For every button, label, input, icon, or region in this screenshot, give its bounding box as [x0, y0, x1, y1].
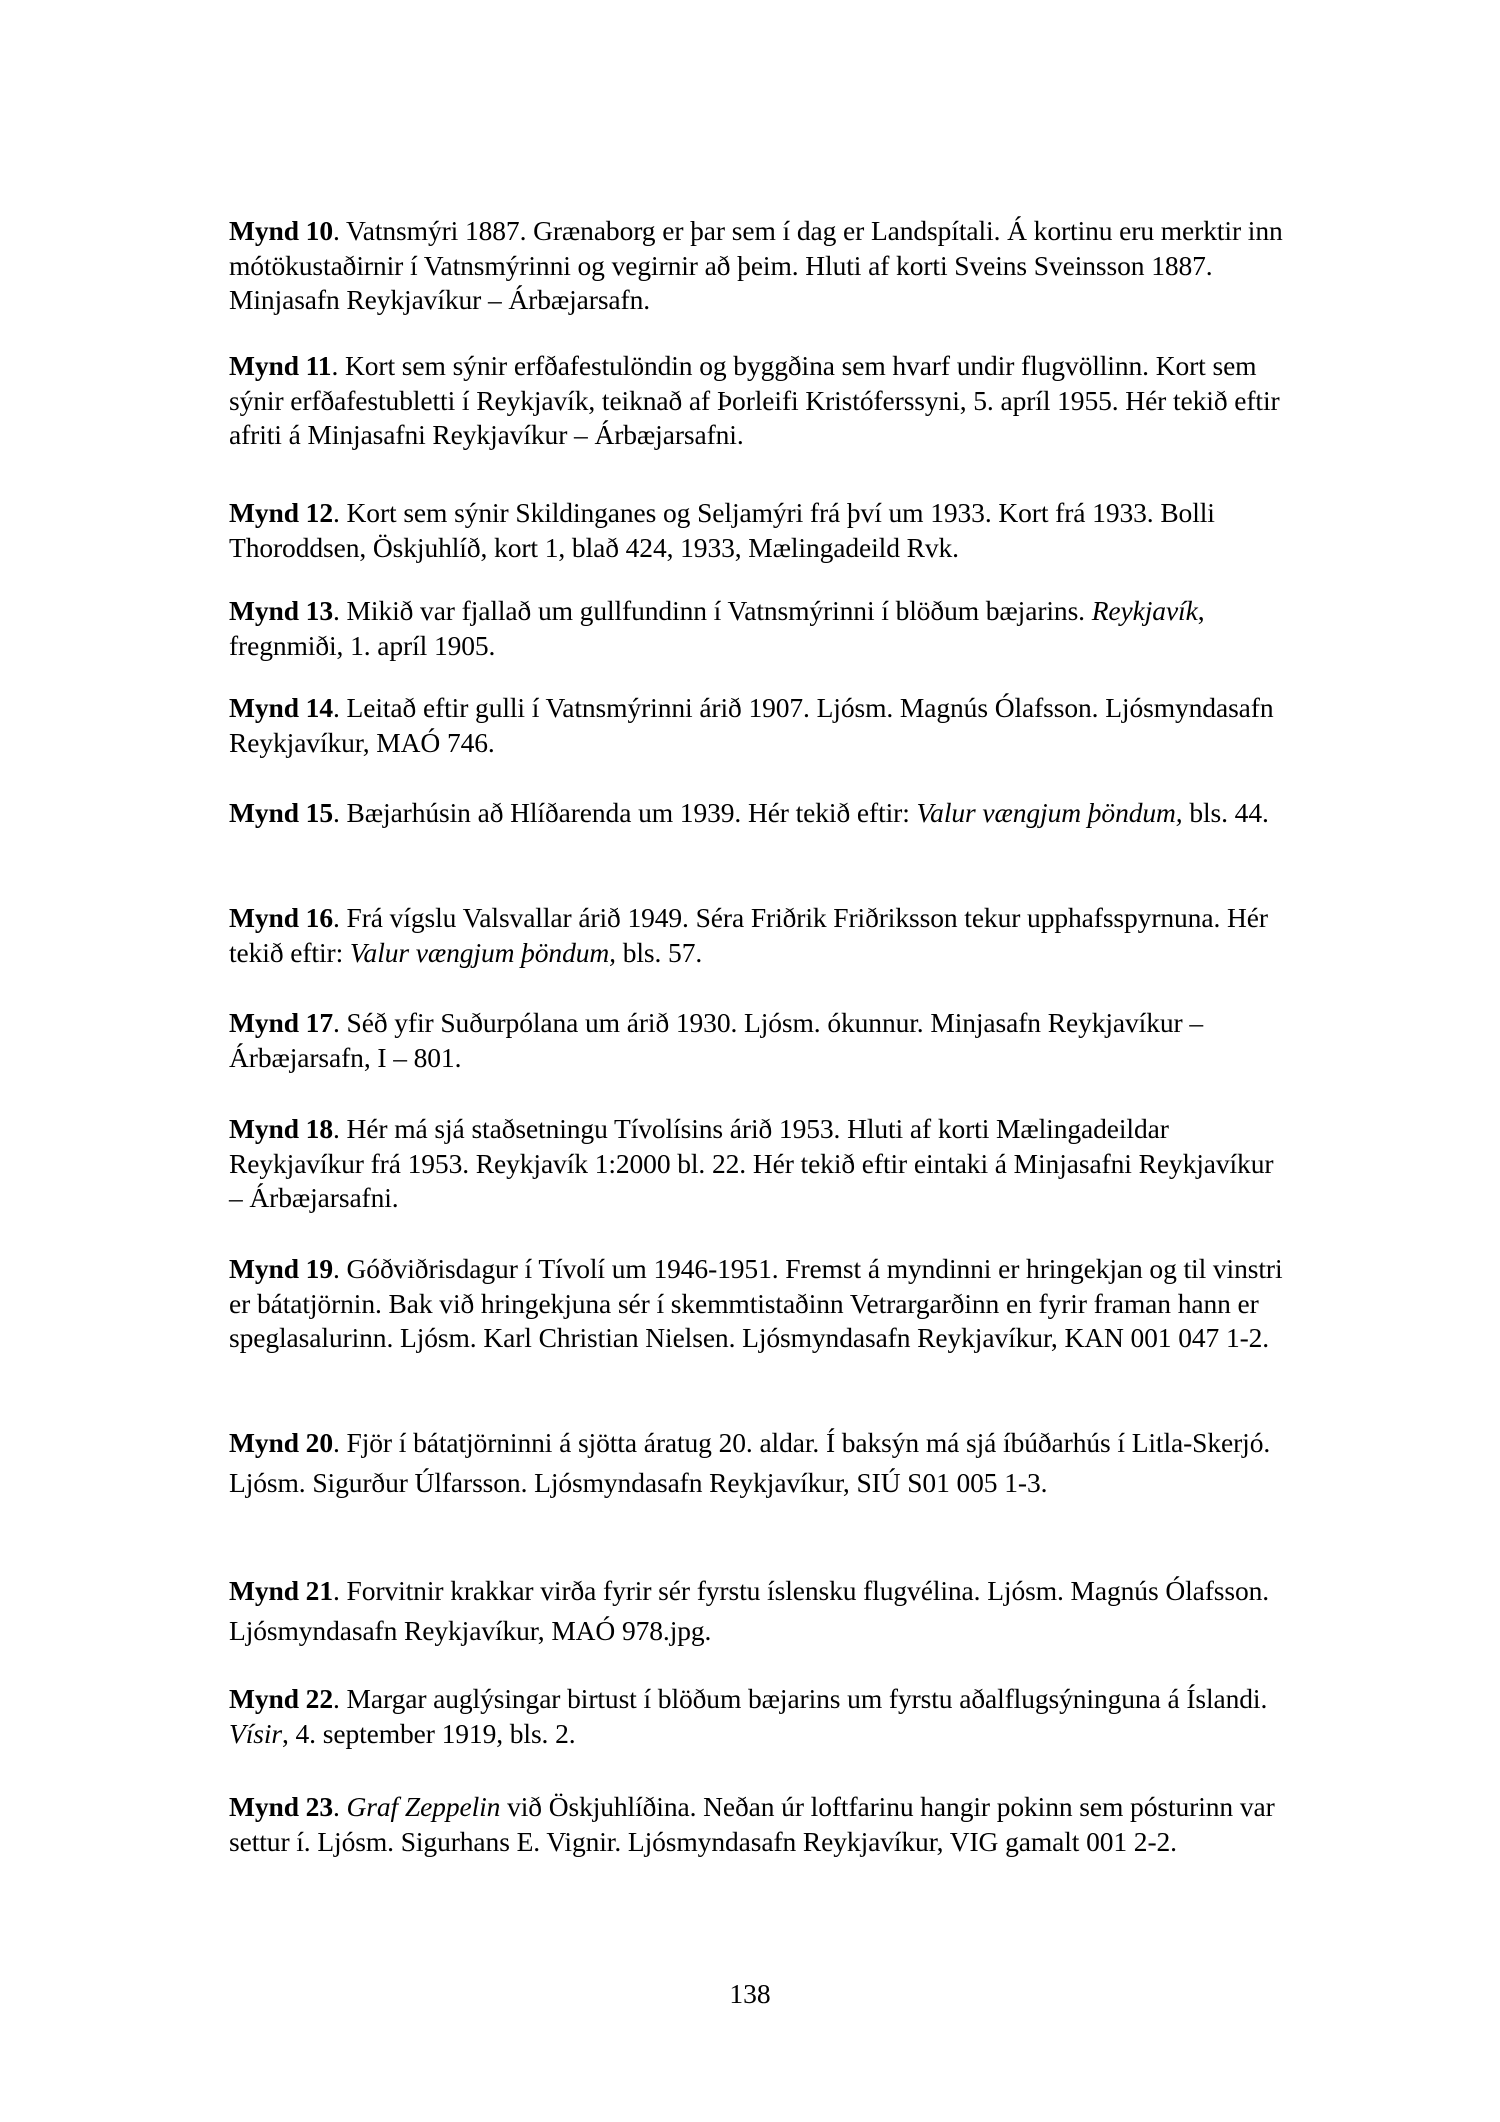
caption-separator: .: [332, 1683, 347, 1714]
caption-text: Séð yfir Suðurpólana um árið 1930. Ljósm. ókunnur. Minjasafn Reykjavíkur – Árbæjarsafn, I – 801.: [229, 1007, 1203, 1073]
caption-mynd-19: [229, 1252, 1289, 1356]
caption-italic-title: Vísir: [229, 1717, 282, 1749]
caption-mynd-11: [229, 349, 1289, 453]
caption-text-after: bls. 57.: [615, 936, 703, 968]
caption-label: Mynd 11: [229, 350, 332, 381]
caption-separator: .: [332, 1007, 347, 1038]
caption-text-after: , fregnmiði, 1. apríl 1905.: [229, 595, 1205, 661]
caption-text: Kort sem sýnir erfðafestulöndin og byggðina sem hvarf undir flugvöllinn. Kort sem sýnir erfðafestubletti í Reykjavík, teiknað af Þorleifi Kristóferssyni, 5. apríl 1955. Hér tekið eftir afriti á Minjasafni Reykjavíkur – Árbæjarsafni.: [229, 350, 1280, 450]
caption-mynd-10: [229, 214, 1289, 318]
caption-separator: .: [332, 1427, 347, 1458]
caption-italic-title: Reykjavík: [1091, 595, 1198, 626]
caption-mynd-13: [229, 594, 1289, 663]
caption-text: Fjör í bátatjörninni á sjötta áratug 20. aldar. Í baksýn má sjá íbúðarhús í Litla-Skerjó. Ljósm. Sigurður Úlfarsson. Ljósmyndasafn Reykjavíkur, SIÚ S01 005 1-3.: [229, 1427, 1271, 1498]
caption-text: Mikið var fjallað um gullfundinn í Vatnsmýrinni í blöðum bæjarins.: [346, 595, 1092, 626]
caption-text: Hér má sjá staðsetningu Tívolísins árið 1953. Hluti af korti Mælingadeildar Reykjavíkur frá 1953. Reykjavík 1:2000 bl. 22. Hér tekið eftir eintaki á Minjasafni Reykjavíkur – Árbæjarsafni.: [229, 1113, 1274, 1213]
caption-separator: .: [332, 902, 347, 933]
caption-mynd-16: [229, 901, 1289, 970]
caption-mynd-12: [229, 496, 1289, 565]
caption-label: Mynd 15: [229, 797, 333, 828]
caption-separator: .: [332, 692, 347, 723]
caption-mynd-14: [229, 691, 1289, 760]
caption-mynd-18: [229, 1112, 1289, 1216]
caption-text: Bæjarhúsin að Hlíðarenda um 1939. Hér tekið eftir:: [346, 797, 917, 828]
caption-text-after: , 4. september 1919, bls. 2.: [281, 1717, 576, 1749]
caption-separator: .: [332, 215, 347, 246]
caption-text-after: bls. 44.: [1182, 797, 1269, 828]
caption-label: Mynd 22: [229, 1683, 333, 1714]
caption-text: Frá vígslu Valsvallar árið 1949. Séra Friðrik Friðriksson tekur upphafsspyrnuna. Hér tekið eftir:: [229, 902, 1268, 968]
caption-label: Mynd 17: [229, 1007, 333, 1038]
caption-text: Forvitnir krakkar virða fyrir sér fyrstu íslensku flugvélina. Ljósm. Magnús Ólafsson. Ljósmyndasafn Reykjavíkur, MAÓ 978.jpg.: [229, 1575, 1270, 1646]
caption-mynd-20: [229, 1423, 1289, 1503]
caption-text: Kort sem sýnir Skildinganes og Seljamýri frá því um 1933. Kort frá 1933. Bolli Thoroddsen, Öskjuhlíð, kort 1, blað 424, 1933, Mælingadeild Rvk.: [229, 497, 1215, 563]
caption-separator: .: [332, 1113, 347, 1144]
caption-separator: .: [332, 797, 347, 828]
caption-separator: .: [332, 1253, 347, 1284]
caption-separator: .: [332, 1791, 347, 1822]
caption-italic-title: Graf Zeppelin: [346, 1791, 501, 1822]
caption-label: Mynd 10: [229, 215, 333, 246]
page-number: 138: [729, 1978, 771, 2009]
caption-italic-title: Valur vængjum þöndum,: [916, 797, 1183, 828]
caption-mynd-21: [229, 1571, 1289, 1651]
caption-label: Mynd 13: [229, 595, 333, 626]
caption-label: Mynd 19: [229, 1253, 333, 1284]
caption-label: Mynd 12: [229, 497, 333, 528]
caption-label: Mynd 18: [229, 1113, 333, 1144]
caption-label: Mynd 14: [229, 692, 333, 723]
caption-text: Margar auglýsingar birtust í blöðum bæjarins um fyrstu aðalflugsýninguna á Íslandi.: [346, 1683, 1268, 1714]
caption-italic-title: Valur vængjum þöndum,: [349, 936, 616, 968]
caption-label: Mynd 21: [229, 1575, 333, 1606]
caption-mynd-17: [229, 1006, 1289, 1075]
caption-separator: .: [332, 595, 347, 626]
caption-mynd-15: [229, 796, 1289, 831]
caption-mynd-23: [229, 1790, 1289, 1859]
caption-text: Vatnsmýri 1887. Grænaborg er þar sem í dag er Landspítali. Á kortinu eru merktir inn mótökustaðirnir í Vatnsmýrinni og vegirnir að þeim. Hluti af korti Sveins Sveinsson 1887. Minjasafn Reykjavíkur – Árbæjarsafn.: [229, 215, 1283, 315]
caption-text-after: við Öskjuhlíðina. Neðan úr loftfarinu hangir pokinn sem pósturinn var settur í. Ljósm. Sigurhans E. Vignir. Ljósmyndasafn Reykjavíkur, VIG gamalt 001 2-2.: [229, 1791, 1275, 1857]
caption-label: Mynd 23: [229, 1791, 333, 1822]
caption-separator: .: [332, 497, 347, 528]
caption-label: Mynd 16: [229, 902, 333, 933]
caption-label: Mynd 20: [229, 1427, 333, 1458]
caption-mynd-22: [229, 1682, 1289, 1751]
caption-text: Góðviðrisdagur í Tívolí um 1946-1951. Fremst á myndinni er hringekjan og til vinstri er bátatjörnin. Bak við hringekjuna sér í skemmtistaðinn Vetrargarðinn en fyrir framan hann er speglasalurinn. Ljósm. Karl Christian Nielsen. Ljósmyndasafn Reykjavíkur, KAN 001 047 1-2.: [229, 1253, 1283, 1353]
caption-separator: .: [331, 350, 346, 381]
caption-separator: .: [332, 1575, 347, 1606]
caption-text: Leitað eftir gulli í Vatnsmýrinni árið 1907. Ljósm. Magnús Ólafsson. Ljósmyndasafn Reykjavíkur, MAÓ 746.: [229, 692, 1274, 758]
